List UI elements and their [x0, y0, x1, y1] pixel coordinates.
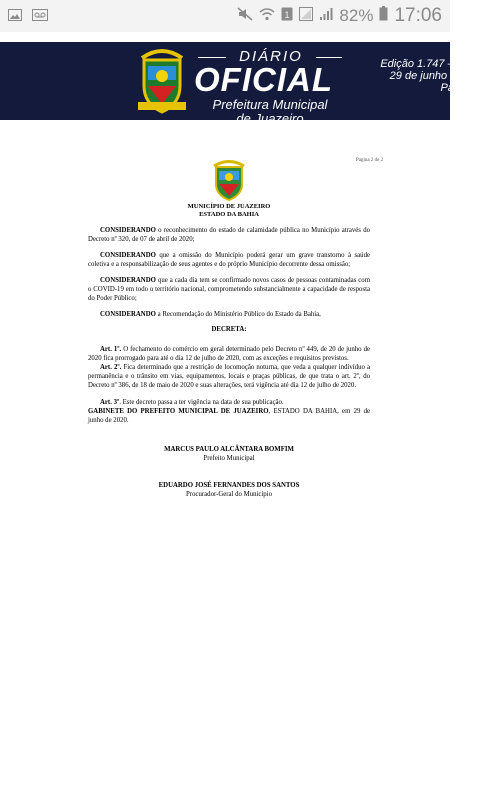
- mayor-name: MARCUS PAULO ALCÂNTARA BOMFIM: [164, 446, 294, 453]
- considerando-4-lead: CONSIDERANDO: [100, 311, 156, 318]
- article-3-lead: Art. 3º: [100, 399, 120, 406]
- considerando-3: [88, 276, 370, 303]
- image-notification-icon: [8, 8, 22, 26]
- mayor-role: Prefeito Municipal: [203, 455, 255, 462]
- considerando-3-lead: CONSIDERANDO: [100, 277, 156, 284]
- attorney-name: EDUARDO JOSÉ FERNANDES DOS SANTOS: [158, 482, 300, 489]
- municipality-crest: [209, 158, 249, 207]
- article-2-text: Fica determinado que a restrição de locomoção noturna, que veda a qualquer indivíduo a permanência e o trânsito em vias, equipamentos, locais e praças públicas, de que trata o art. 2º, do Decreto nº 386, de 18 de maio de 2020 e suas alterações, terá vigência até dia 12 de julho de 2020.: [88, 364, 370, 389]
- edition-info: [340, 58, 490, 94]
- mute-icon: [237, 6, 253, 26]
- considerando-2-lead: CONSIDERANDO: [100, 252, 156, 259]
- considerando-2: [88, 251, 370, 269]
- considerando-4: [88, 310, 370, 319]
- sim-icon: [281, 6, 293, 26]
- banner-prefeitura: [200, 98, 340, 126]
- article-2: [88, 363, 370, 390]
- gabinete-lead: GABINETE DO PREFEITO MUNICIPAL DE JUAZEIRO: [88, 408, 269, 415]
- article-1: [88, 345, 370, 363]
- edition-page: Página 12: [440, 82, 490, 94]
- page-label: Página 2 de 2: [356, 158, 384, 163]
- attorney-role: Procurador-Geral do Município: [186, 491, 272, 498]
- status-bar-gap: [0, 32, 450, 42]
- decreta-heading: DECRETA:: [211, 326, 247, 333]
- municipality-header: [88, 203, 370, 219]
- signature-mayor: [88, 445, 370, 463]
- svg-text:1: 1: [284, 10, 290, 20]
- edition-date: 29 de junho de 2020: [389, 70, 490, 82]
- edition-number: Edição 1.747 — Ano 8: [380, 58, 490, 70]
- article-2-lead: Art. 2º.: [100, 364, 122, 371]
- article-1-text: O fechamento do comércio em geral determinado pelo Decreto nº 449, de 20 de junho de 2020 fica prorrogado para até o dia 12 de julho de 2020, com as exceções e requisitos previstos.: [88, 346, 370, 362]
- prefeitura-line-1: Prefeitura Municipal: [212, 97, 328, 112]
- considerando-3-text: que a cada dia tem se confirmado novos casos de pessoas contaminadas com o COVID-19 em todo o território nacional, comprometendo substancialmente a capacidade de resposta do Poder Público;: [88, 277, 370, 302]
- banner-oficial: OFICIAL: [194, 61, 333, 98]
- considerando-1: [88, 226, 370, 244]
- clock: 17:06: [394, 5, 442, 26]
- considerando-2-text: que a omissão do Município poderá gerar um grave transtorno à saúde coletiva e a responsabilização de seus agentes e do próprio Município decorrente dessa omissão;: [88, 252, 370, 268]
- considerando-1-lead: CONSIDERANDO: [100, 227, 156, 234]
- signal-icon-1: [299, 6, 313, 26]
- title-rule-right: [316, 57, 342, 58]
- state-name: ESTADO DA BAHIA: [199, 211, 259, 218]
- article-1-lead: Art. 1º.: [100, 346, 122, 353]
- city-coat-of-arms-logo: [134, 46, 190, 121]
- considerando-1-text: o reconhecimento do estado de calamidade pública no Município através do Decreto nº 320, de 07 de abril de 2020;: [88, 227, 370, 243]
- header-banner: [0, 42, 490, 126]
- article-3-text: . Este decreto passa a ter vigência na data de sua publicação.: [119, 399, 284, 406]
- battery-icon: [379, 6, 388, 26]
- status-bar: [0, 0, 450, 32]
- prefeitura-line-2: de Juazeiro: [236, 111, 304, 126]
- article-3: [88, 398, 370, 407]
- considerando-4-text: a Recomendação do Ministério Público do Estado da Bahia,: [155, 311, 321, 318]
- wifi-icon: [259, 6, 275, 26]
- gabinete-text: , ESTADO DA BAHIA, em 29 de junho de 2020.: [88, 408, 371, 424]
- voicemail-icon: [32, 8, 48, 26]
- gabinete-closing: [88, 407, 370, 425]
- signature-attorney: [88, 481, 370, 499]
- battery-percent: 82%: [339, 6, 374, 25]
- title-rule-left: [198, 57, 226, 58]
- municipality-name: MUNICÍPIO DE JUAZEIRO: [187, 203, 271, 210]
- banner-diario: DIÁRIO: [239, 48, 303, 65]
- signal-icon-2: [319, 6, 333, 26]
